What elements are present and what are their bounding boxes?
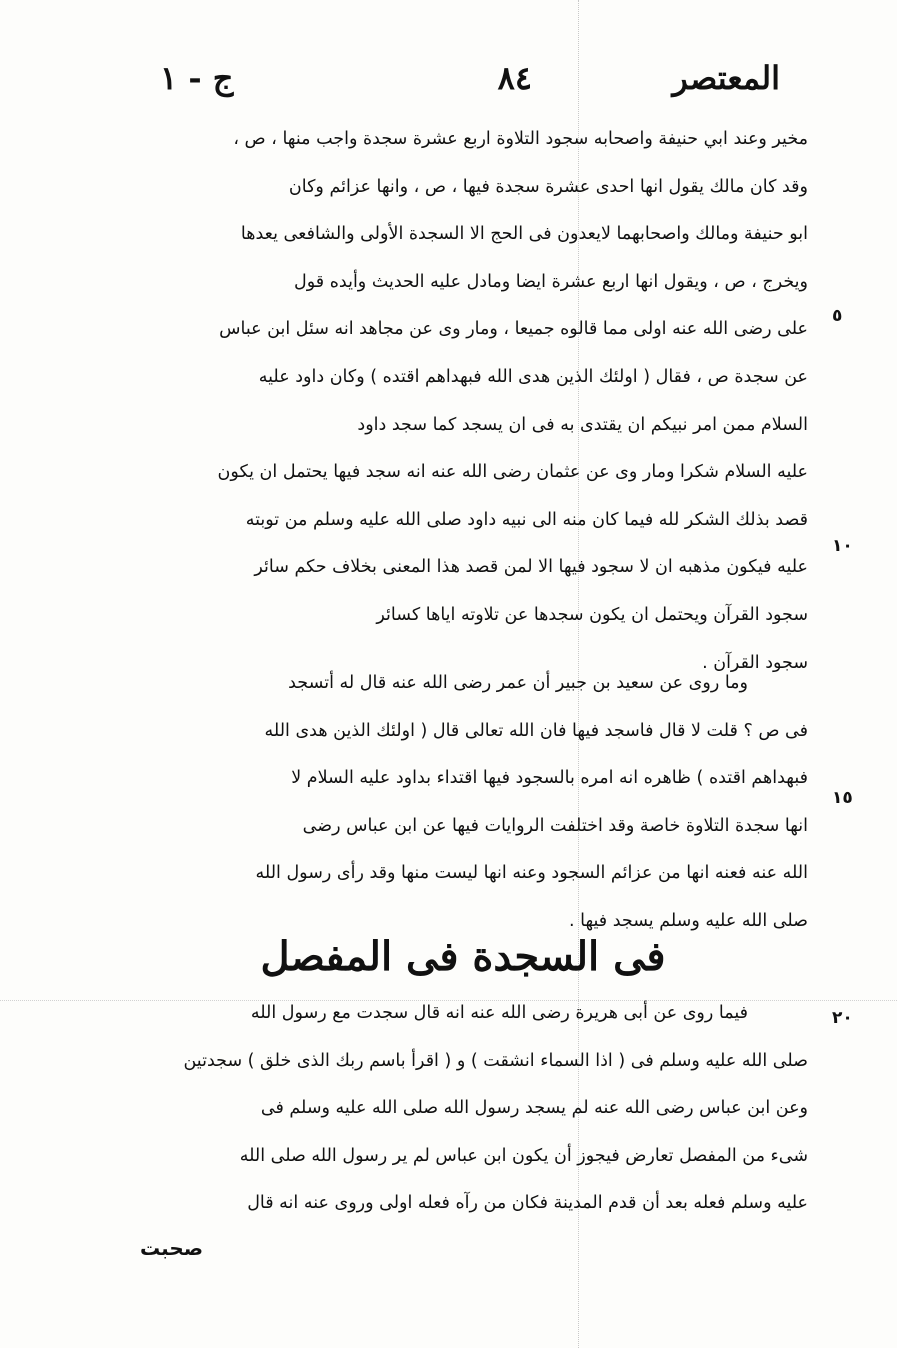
paragraph-2 [118,660,808,946]
text-line: مخير وعند ابي حنيفة واصحابه سجود التلاوة اربع عشرة سجدة واجب منها ، ص ، [233,129,808,149]
page-header [160,58,780,104]
text-line: صلى الله عليه وسلم يسجد فيها . [568,910,808,931]
text-line: ابو حنيفة ومالك واصحابهما لايعدون فى الحج الا السجدة الأولى والشافعى يعدها [240,224,808,245]
text-line: وعن ابن عباس رضى الله عنه لم يسجد رسول الله صلى الله عليه وسلم فى [260,1098,808,1119]
text-line: انها سجدة التلاوة خاصة وقد اختلفت الروايات فيها عن ابن عباس رضى [302,815,808,836]
text-line: ويخرج ، ص ، ويقول انها اربع عشرة ايضا ومادل عليه الحديث وأيده قول [294,271,808,292]
text-line: الله عنه فعنه انها من عزائم السجود وعنه انها ليست منها وقد رأى رسول الله [255,863,808,884]
line-number-5: ٥ [832,306,843,326]
section-heading: فى السجدة فى المفصل [260,933,666,980]
text-line: سجود القرآن . [702,652,808,673]
text-line: فيما روى عن أبى هريرة رضى الله عنه انه قال سجدت مع رسول الله [250,1003,748,1023]
text-line: عن سجدة ص ، فقال ( اولئك الذين هدى الله فبهداهم اقتده ) وكان داود عليه [258,366,808,387]
line-number-15: ١٥ [832,788,853,808]
paragraph-3 [118,990,808,1228]
text-line: عليه وسلم فعله بعد أن قدم المدينة فكان من رآه فعله اولى وروى عنه انه قال [247,1193,808,1214]
text-line: صلى الله عليه وسلم فى ( اذا السماء انشقت ) و ( اقرأ باسم ربك الذى خلق ) سجدتين [183,1050,808,1071]
text-line: فى ص ؟ قلت لا قال فاسجد فيها فان الله تعالى قال ( اولئك الذين هدى الله [264,720,808,741]
text-line: شىء من المفصل تعارض فيجوز أن يكون ابن عباس لم ير رسول الله صلى الله [239,1145,808,1166]
line-number-10: ١٠ [832,536,853,556]
text-line: عليه السلام شكرا ومار وى عن عثمان رضى الله عنه انه سجد فيها يحتمل ان يكون [217,462,808,483]
catchword: صحبت [140,1236,204,1260]
text-line: وقد كان مالك يقول انها احدى عشرة سجدة فيها ، ص ، وانها عزائم وكان [288,176,808,197]
text-line: عليه فيكون مذهبه ان لا سجود فيها الا لمن قصد هذا المعنى بخلاف حكم سائر [254,557,808,578]
text-line: فبهداهم اقتده ) ظاهره انه امره بالسجود فيها اقتداء بداود عليه السلام لا [291,768,808,789]
page-number: ٨٤ [497,59,532,97]
text-line: السلام ممن امر نبيكم ان يقتدى به فى ان يسجد كما سجد داود [357,414,808,435]
text-line: وما روى عن سعيد بن جبير أن عمر رضى الله عنه قال له أتسجد [288,673,748,693]
text-line: على رضى الله عنه اولى مما قالوه جميعا ، ومار وى عن مجاهد انه سئل ابن عباس [219,319,808,340]
text-line: سجود القرآن ويحتمل ان يكون سجدها عن تلاوته اياها كسائر [376,604,808,625]
paragraph-1 [118,116,808,687]
volume-label: ج - ١ [160,59,234,97]
text-line: قصد بذلك الشكر لله فيما كان منه الى نبيه داود صلى الله عليه وسلم من توبته [245,509,808,530]
book-title: المعتصر [672,59,780,97]
line-number-20: ٢٠ [832,1008,853,1028]
